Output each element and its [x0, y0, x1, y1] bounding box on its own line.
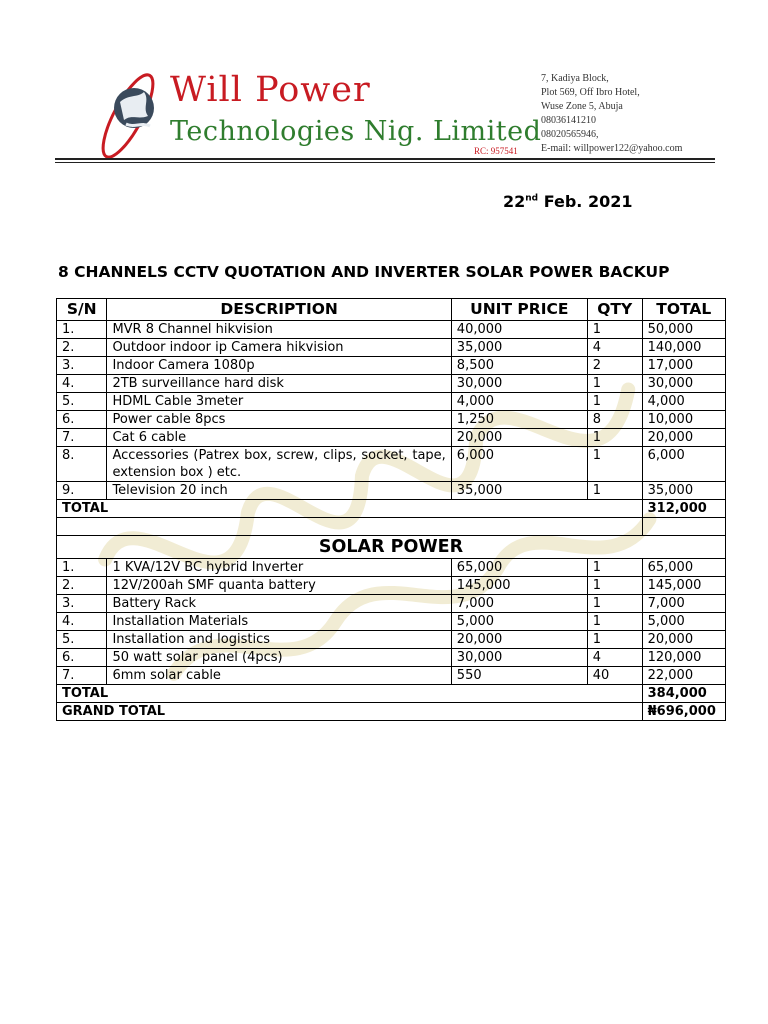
- table-row: [57, 339, 726, 357]
- cell-qty: 1: [587, 613, 642, 631]
- cell-description: Cat 6 cable: [107, 429, 451, 447]
- cell-qty: 1: [587, 393, 642, 411]
- spacer-row: [57, 518, 726, 536]
- company-name-line1: Will Power: [170, 70, 371, 110]
- cell-sn: 7.: [57, 667, 107, 685]
- cell-description: Television 20 inch: [107, 482, 451, 500]
- solar-section-heading: SOLAR POWER: [57, 536, 726, 559]
- cell-sn: 6.: [57, 649, 107, 667]
- cell-unit-price: 30,000: [451, 649, 587, 667]
- cell-total: 7,000: [642, 595, 725, 613]
- cell-qty: 1: [587, 577, 642, 595]
- quotation-date: [503, 192, 632, 211]
- cell-qty: 4: [587, 649, 642, 667]
- grand-total-label: GRAND TOTAL: [57, 703, 643, 721]
- header-total: TOTAL: [642, 299, 725, 321]
- header-unit-price: UNIT PRICE: [451, 299, 587, 321]
- cell-total: 35,000: [642, 482, 725, 500]
- date-suffix: nd: [525, 193, 539, 204]
- cell-description: Indoor Camera 1080p: [107, 357, 451, 375]
- cell-description: Power cable 8pcs: [107, 411, 451, 429]
- table-row: [57, 482, 726, 500]
- cell-description: HDML Cable 3meter: [107, 393, 451, 411]
- cell-qty: 1: [587, 482, 642, 500]
- cell-unit-price: 40,000: [451, 321, 587, 339]
- cell-sn: 4.: [57, 613, 107, 631]
- table-header-row: [57, 299, 726, 321]
- cell-sn: 1.: [57, 321, 107, 339]
- email-line: E-mail: willpower122@yahoo.com: [541, 143, 683, 154]
- cell-total: 120,000: [642, 649, 725, 667]
- cell-qty: 1: [587, 447, 642, 482]
- cell-unit-price: 1,250: [451, 411, 587, 429]
- cell-qty: 8: [587, 411, 642, 429]
- letterhead: [0, 0, 768, 170]
- table-row: [57, 595, 726, 613]
- company-address: [541, 72, 682, 156]
- header-description: DESCRIPTION: [107, 299, 451, 321]
- header-sn: S/N: [57, 299, 107, 321]
- table-row: [57, 631, 726, 649]
- cell-unit-price: 65,000: [451, 559, 587, 577]
- cctv-total-row: [57, 500, 726, 518]
- cell-qty: 1: [587, 429, 642, 447]
- cell-description: 2TB surveillance hard disk: [107, 375, 451, 393]
- cell-description: Outdoor indoor ip Camera hikvision: [107, 339, 451, 357]
- date-rest: Feb. 2021: [543, 192, 633, 211]
- company-logo-icon: [98, 58, 168, 158]
- cell-sn: 1.: [57, 559, 107, 577]
- cell-sn: 9.: [57, 482, 107, 500]
- cell-unit-price: 35,000: [451, 482, 587, 500]
- cell-total: 4,000: [642, 393, 725, 411]
- cell-description: Installation and logistics: [107, 631, 451, 649]
- cell-description: 50 watt solar panel (4pcs): [107, 649, 451, 667]
- date-day: 22: [503, 192, 526, 211]
- cell-qty: 1: [587, 595, 642, 613]
- cell-sn: 5.: [57, 631, 107, 649]
- cell-unit-price: 8,500: [451, 357, 587, 375]
- cell-total: 5,000: [642, 613, 725, 631]
- cell-sn: 3.: [57, 357, 107, 375]
- cell-unit-price: 30,000: [451, 375, 587, 393]
- cell-unit-price: 6,000: [451, 447, 587, 482]
- header-rule: [55, 158, 715, 160]
- quotation-table: [56, 298, 726, 721]
- solar-total-row: [57, 685, 726, 703]
- table-row: [57, 559, 726, 577]
- cell-description: Battery Rack: [107, 595, 451, 613]
- cell-total: 30,000: [642, 375, 725, 393]
- table-row: [57, 357, 726, 375]
- cell-sn: 2.: [57, 577, 107, 595]
- solar-total-value: 384,000: [642, 685, 725, 703]
- cell-total: 140,000: [642, 339, 725, 357]
- cell-total: 65,000: [642, 559, 725, 577]
- table-row: [57, 667, 726, 685]
- table-row: [57, 613, 726, 631]
- phone-line: 08036141210: [541, 115, 596, 126]
- cell-description: Installation Materials: [107, 613, 451, 631]
- grand-total-row: [57, 703, 726, 721]
- cell-total: 17,000: [642, 357, 725, 375]
- spacer-cell: [642, 518, 725, 536]
- table-row: [57, 411, 726, 429]
- cell-sn: 4.: [57, 375, 107, 393]
- cell-unit-price: 20,000: [451, 631, 587, 649]
- cell-qty: 4: [587, 339, 642, 357]
- cell-total: 6,000: [642, 447, 725, 482]
- cell-sn: 2.: [57, 339, 107, 357]
- table-row: [57, 447, 726, 482]
- table-row: [57, 393, 726, 411]
- cell-total: 10,000: [642, 411, 725, 429]
- cell-sn: 8.: [57, 447, 107, 482]
- header-qty: QTY: [587, 299, 642, 321]
- table-row: [57, 321, 726, 339]
- solar-section-row: [57, 536, 726, 559]
- address-line: Plot 569, Off Ibro Hotel,: [541, 87, 640, 98]
- company-name-line2: Technologies Nig. Limited: [170, 116, 542, 147]
- cell-total: 22,000: [642, 667, 725, 685]
- cell-unit-price: 5,000: [451, 613, 587, 631]
- cell-sn: 3.: [57, 595, 107, 613]
- cctv-total-label: TOTAL: [57, 500, 643, 518]
- table-row: [57, 649, 726, 667]
- cell-description: 6mm solar cable: [107, 667, 451, 685]
- cell-description: 1 KVA/12V BC hybrid Inverter: [107, 559, 451, 577]
- phone-line: 08020565946,: [541, 129, 599, 140]
- cell-description: 12V/200ah SMF quanta battery: [107, 577, 451, 595]
- cell-unit-price: 35,000: [451, 339, 587, 357]
- cell-qty: 40: [587, 667, 642, 685]
- spacer-cell: [57, 518, 643, 536]
- cell-total: 20,000: [642, 429, 725, 447]
- table-row: [57, 375, 726, 393]
- solar-total-label: TOTAL: [57, 685, 643, 703]
- cell-unit-price: 550: [451, 667, 587, 685]
- cell-description: Accessories (Patrex box, screw, clips, socket, tape, extension box ) etc.: [107, 447, 451, 482]
- cell-unit-price: 145,000: [451, 577, 587, 595]
- cell-sn: 7.: [57, 429, 107, 447]
- document-title: 8 CHANNELS CCTV QUOTATION AND INVERTER SOLAR POWER BACKUP: [58, 263, 670, 281]
- cell-qty: 1: [587, 321, 642, 339]
- table-row: [57, 429, 726, 447]
- address-line: 7, Kadiya Block,: [541, 73, 609, 84]
- cell-qty: 1: [587, 375, 642, 393]
- header-rule-thin: [55, 162, 715, 163]
- cell-sn: 6.: [57, 411, 107, 429]
- cell-qty: 1: [587, 631, 642, 649]
- cell-total: 50,000: [642, 321, 725, 339]
- cell-total: 20,000: [642, 631, 725, 649]
- cell-sn: 5.: [57, 393, 107, 411]
- cell-unit-price: 7,000: [451, 595, 587, 613]
- cell-qty: 2: [587, 357, 642, 375]
- grand-total-value: ₦696,000: [642, 703, 725, 721]
- address-line: Wuse Zone 5, Abuja: [541, 101, 623, 112]
- cell-description: MVR 8 Channel hikvision: [107, 321, 451, 339]
- cell-unit-price: 4,000: [451, 393, 587, 411]
- cctv-total-value: 312,000: [642, 500, 725, 518]
- table-row: [57, 577, 726, 595]
- cell-qty: 1: [587, 559, 642, 577]
- cell-unit-price: 20,000: [451, 429, 587, 447]
- rc-number: RC: 957541: [474, 146, 518, 156]
- cell-total: 145,000: [642, 577, 725, 595]
